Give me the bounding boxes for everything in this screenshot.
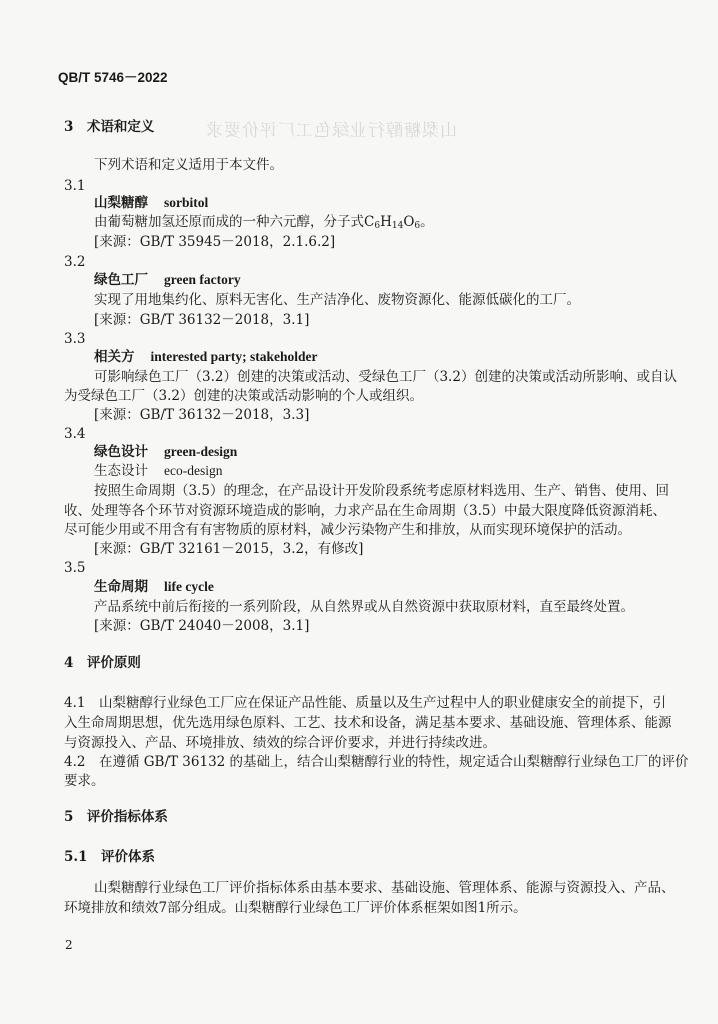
- term-title: 山梨糖醇 sorbitol: [94, 195, 209, 211]
- term-number: 3.5: [64, 560, 86, 576]
- term-number: 3.3: [64, 331, 86, 347]
- clause-4-2: 4.2 在遵循 GB/T 36132 的基础上，结合山梨糖醇行业的特性，规定适合山梨糖醇行业绿色工厂的评价: [64, 754, 689, 770]
- term-source: [来源：GB/T 36132－2018，3.1]: [94, 312, 310, 328]
- term-definition: 尽可能少用或不用含有有害物质的原材料，减少污染物产生和排放，从而实现环境保护的活动。: [64, 522, 631, 538]
- section-3-heading: 3 术语和定义: [64, 119, 155, 135]
- clause-4-1: 4.1 山梨糖醇行业绿色工厂应在保证产品性能、质量以及生产过程中人的职业健康安全的前提下，引: [64, 695, 666, 711]
- term-definition: 由葡萄糖加氢还原而成的一种六元醇，分子式$C_6H_{14}O_6$。: [94, 214, 434, 231]
- term-source: [来源：GB/T 32161－2015，3.2，有修改]: [94, 541, 364, 557]
- section-5-heading: 5 评价指标体系: [64, 809, 168, 825]
- paragraph: 环境排放和绩效7部分组成。山梨糖醇行业绿色工厂评价体系框架如图1所示。: [64, 900, 527, 916]
- bleed-through-title: 山梨糖醇行业绿色工厂评价要求: [205, 121, 457, 141]
- term-definition: 产品系统中前后衔接的一系列阶段，从自然界或从自然资源中获取原材料，直至最终处置。: [94, 599, 634, 615]
- term-number: 3.2: [64, 254, 86, 270]
- term-definition: 可影响绿色工厂（3.2）创建的决策或活动、受绿色工厂（3.2）创建的决策或活动所影响、或自认: [94, 369, 677, 385]
- term-definition: 收、处理等各个环节对资源环境造成的影响，力求产品在生命周期（3.5）中最大限度降低资源消耗、: [64, 503, 666, 519]
- term-source: [来源：GB/T 24040－2008，3.1]: [94, 618, 310, 634]
- term-title: 相关方 interested party; stakeholder: [94, 349, 318, 365]
- paragraph: 山梨糖醇行业绿色工厂评价指标体系由基本要求、基础设施、管理体系、能源与资源投入、产品、: [94, 880, 675, 896]
- term-definition: 按照生命周期（3.5）的理念，在产品设计开发阶段系统考虑原材料选用、生产、销售、使用、回: [94, 483, 669, 499]
- term-source: [来源：GB/T 35945－2018，2.1.6.2]: [94, 234, 336, 250]
- term-number: 3.4: [64, 426, 86, 442]
- page-number: 2: [65, 938, 73, 952]
- term-number: 3.1: [64, 178, 86, 194]
- section-3-intro: 下列术语和定义适用于本文件。: [94, 157, 283, 173]
- term-definition: 实现了用地集约化、原料无害化、生产洁净化、废物资源化、能源低碳化的工厂。: [94, 292, 580, 308]
- clause-4-2-cont: 要求。: [64, 773, 105, 789]
- term-source: [来源：GB/T 36132－2018，3.3]: [94, 407, 310, 423]
- subsection-5-1-heading: 5.1 评价体系: [64, 849, 155, 865]
- term-alt-title: 生态设计 eco-design: [94, 463, 223, 479]
- standard-number: QB/T 5746－2022: [58, 70, 168, 85]
- clause-4-1-cont: 与资源投入、产品、环境排放、绩效的综合评价要求，并进行持续改进。: [64, 735, 496, 751]
- clause-4-1-cont: 入生命周期思想，优先选用绿色原料、工艺、技术和设备，满足基本要求、基础设施、管理体系、能源: [64, 715, 672, 731]
- term-title: 绿色工厂 green factory: [94, 272, 241, 288]
- term-title: 生命周期 life cycle: [94, 579, 214, 595]
- term-title: 绿色设计 green-design: [94, 444, 238, 460]
- term-definition: 为受绿色工厂（3.2）创建的决策或活动影响的个人或组织。: [64, 388, 423, 404]
- section-4-heading: 4 评价原则: [64, 655, 141, 671]
